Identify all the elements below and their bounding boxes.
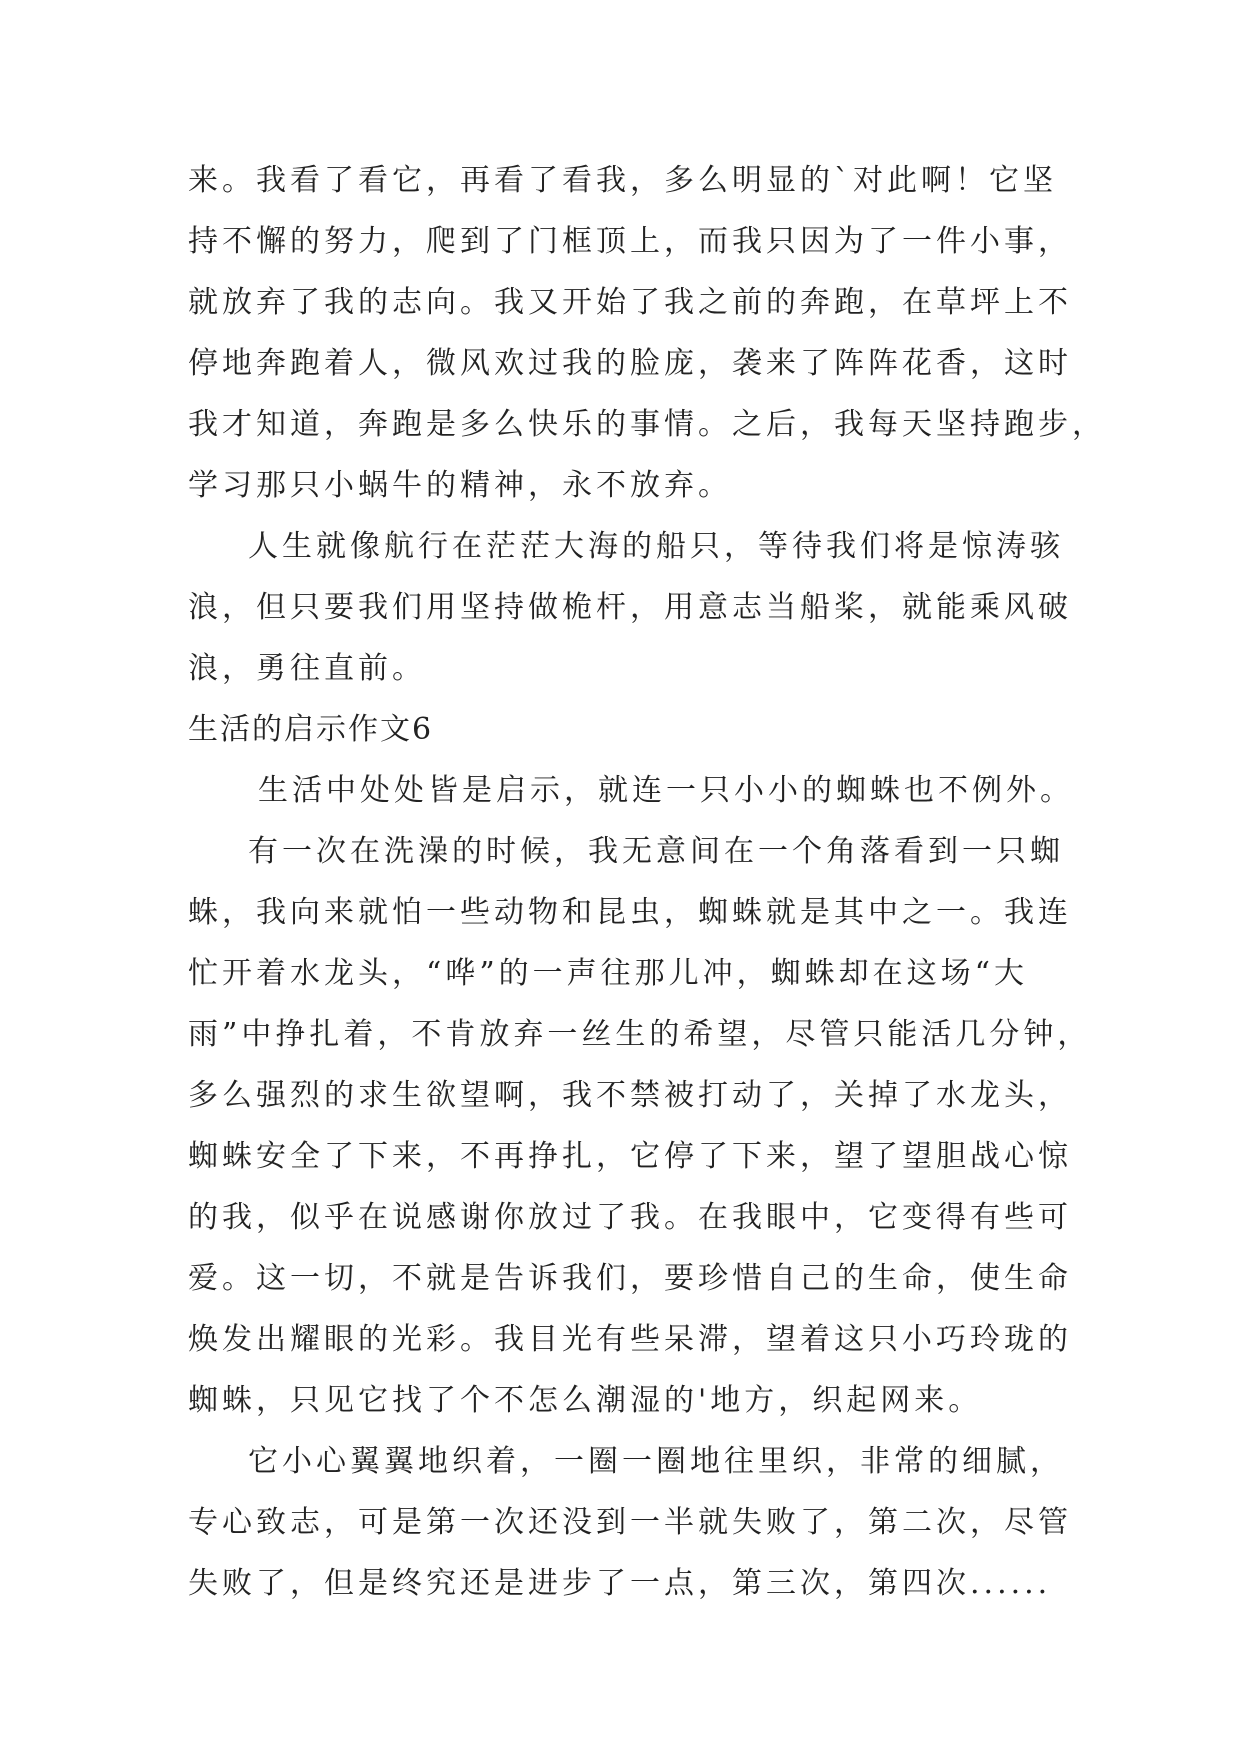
text-line: 来。我看了看它，再看了看我，多么明显的`对此啊！它坚 <box>188 163 1057 198</box>
text-line: 专心致志，可是第一次还没到一半就失败了，第二次，尽管 <box>188 1505 1072 1540</box>
text-line: 爱。这一切，不就是告诉我们，要珍惜自己的生命，使生命 <box>188 1261 1072 1296</box>
text-line: 持不懈的努力，爬到了门框顶上，而我只因为了一件小事， <box>188 224 1072 259</box>
text-line: 它小心翼翼地织着，一圈一圈地往里织，非常的细腻， <box>248 1444 1064 1479</box>
text-line: 浪，但只要我们用坚持做桅杆，用意志当船桨，就能乘风破 <box>188 590 1072 625</box>
text-line: 蜘蛛安全了下来，不再挣扎，它停了下来，望了望胆战心惊 <box>188 1139 1072 1174</box>
text-line: 蜘蛛，只见它找了个不怎么潮湿的'地方，织起网来。 <box>188 1383 983 1418</box>
text-line: 浪，勇往直前。 <box>188 651 426 686</box>
paragraph-5 <box>188 1431 1072 1614</box>
text-line: 就放弃了我的志向。我又开始了我之前的奔跑，在草坪上不 <box>188 285 1072 320</box>
text-line: 蛛，我向来就怕一些动物和昆虫，蜘蛛就是其中之一。我连 <box>188 895 1072 930</box>
text-line: 焕发出耀眼的光彩。我目光有些呆滞，望着这只小巧玲珑的 <box>188 1322 1072 1357</box>
text-line: 人生就像航行在茫茫大海的船只，等待我们将是惊涛骇 <box>248 529 1064 564</box>
section-heading: 生活的启示作文6 <box>188 712 434 747</box>
paragraph-3 <box>188 760 1074 821</box>
paragraph-4 <box>188 821 1092 1431</box>
text-line: 生活中处处皆是启示，就连一只小小的蜘蛛也不例外。 <box>258 773 1074 808</box>
paragraph-1 <box>188 150 1106 516</box>
document-body <box>188 150 1106 1614</box>
text-line: 雨”中挣扎着，不肯放弃一丝生的希望，尽管只能活几分钟， <box>188 1017 1092 1052</box>
text-line: 学习那只小蜗牛的精神，永不放弃。 <box>188 468 732 503</box>
text-line: 失败了，但是终究还是进步了一点，第三次，第四次...... <box>188 1566 1052 1601</box>
text-line: 忙开着水龙头，“哗”的一声往那儿冲，蜘蛛却在这场“大 <box>188 956 1029 991</box>
text-line: 我才知道，奔跑是多么快乐的事情。之后，我每天坚持跑步， <box>188 407 1106 442</box>
text-line: 有一次在洗澡的时候，我无意间在一个角落看到一只蜘 <box>248 834 1064 869</box>
paragraph-2 <box>188 516 1072 699</box>
text-line: 停地奔跑着人，微风欢过我的脸庞，袭来了阵阵花香，这时 <box>188 346 1072 381</box>
text-line: 的我，似乎在说感谢你放过了我。在我眼中，它变得有些可 <box>188 1200 1072 1235</box>
text-line: 多么强烈的求生欲望啊，我不禁被打动了，关掉了水龙头， <box>188 1078 1072 1113</box>
